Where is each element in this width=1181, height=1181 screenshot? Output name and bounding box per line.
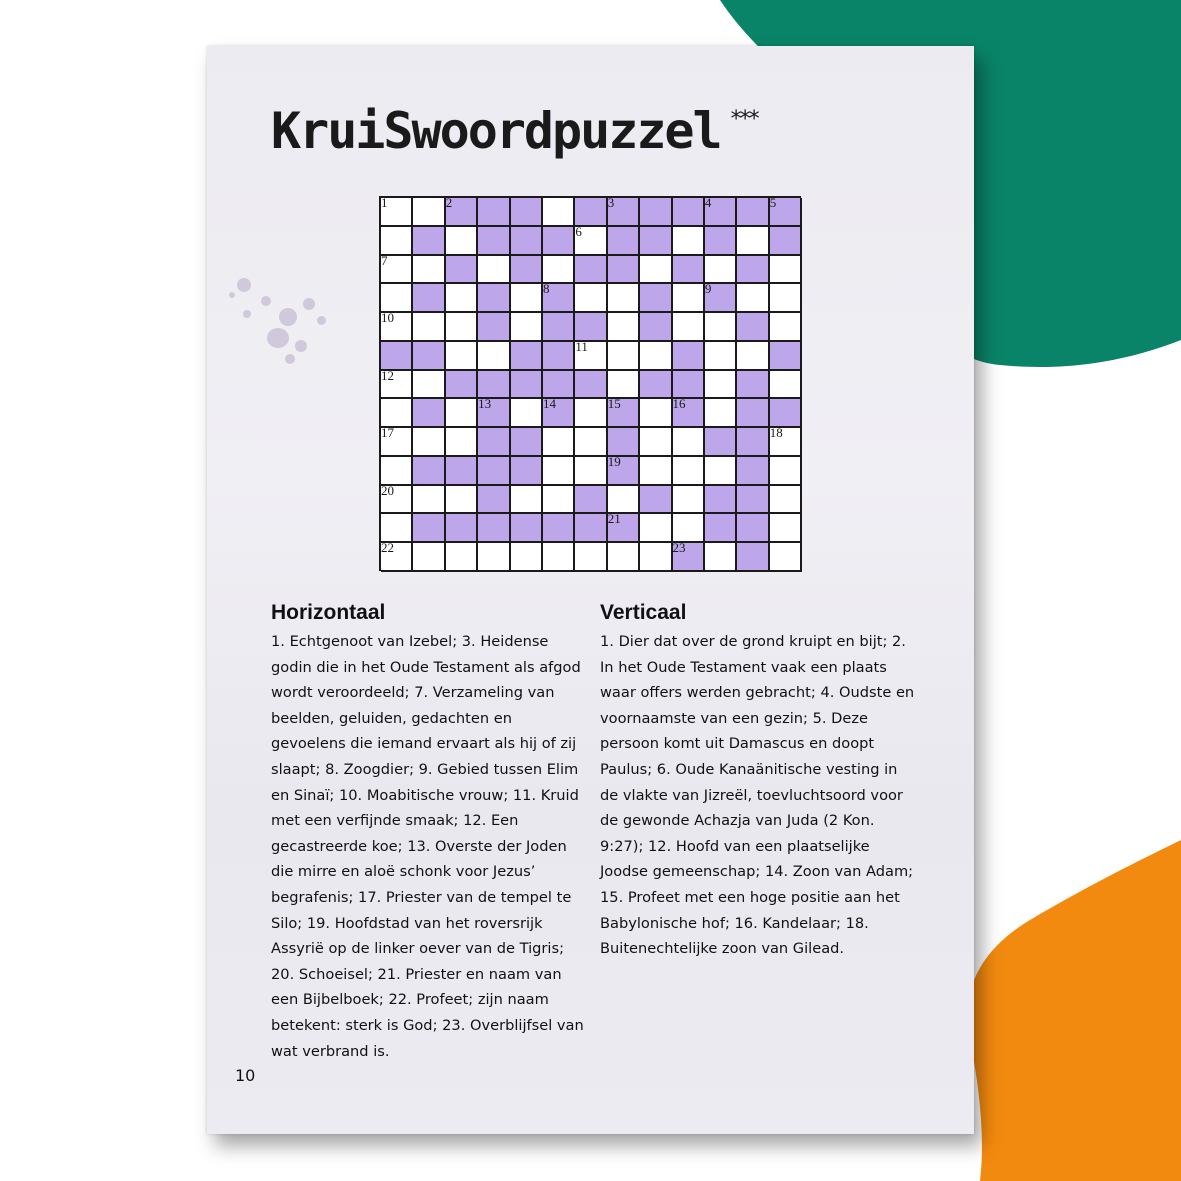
grid-block-cell [478,486,510,515]
title-text: KruiSwoordpuzzel [271,102,721,160]
grid-block-cell [575,371,607,400]
grid-block-cell [543,514,575,543]
grid-block-cell [770,227,802,256]
grid-block-cell [607,511,640,543]
across-clue-text: 1. Echtgenoot van Izebel; 3. Heidense godin die in het Oude Testament als afgod wordt veroordeeld; 7. Verzameling van beelden, geluiden, gedachten en gevoelens die iemand ervaart als hij of zij slaapt; 8. Zoogdier; 9. Gebied tussen Elim en Sinaï; 10. Moabitische vrouw; 11. Kruid met een verfijnde smaak; 12. Een gecastreerde koe; 13. Overste der Joden die mirre en aloë schonk voor Jezus’ begrafenis; 17. Priester van de tempel te Silo; 19. Hoofdstad van het roversrijk Assyrië op de linker oever van de Tigris; 20. Schoeisel; 21. Priester en naam van een Bijbelboek; 22. Profeet; zijn naam betekent: sterk is God; 23. Overblijfsel van wat verbrand is. [271,633,584,1060]
grid-block-cell [446,256,478,285]
grid-cell[interactable] [705,457,737,486]
grid-cell[interactable] [381,310,413,342]
grid-block-cell [446,514,478,543]
grid-cell[interactable] [673,227,705,256]
crossword-grid [379,196,801,571]
clue-number: 6 [575,223,582,239]
grid-block-cell [511,342,543,371]
grid-block-cell [769,195,802,227]
grid-cell[interactable] [608,371,640,400]
grid-cell[interactable] [575,457,607,486]
grid-block-cell [511,457,543,486]
grid-block-cell [446,371,478,400]
grid-cell[interactable] [770,486,802,515]
grid-block-cell [478,313,510,342]
grid-cell[interactable] [543,457,575,486]
grid-block-cell [640,486,672,515]
grid-cell[interactable] [608,342,640,371]
clue-number: 8 [542,281,550,297]
grid-cell[interactable] [673,486,705,515]
grid-block-cell [705,486,737,515]
grid-block-cell [511,256,543,285]
grid-cell[interactable] [575,223,607,256]
grid-cell[interactable] [705,399,737,428]
grid-cell[interactable] [608,543,640,572]
grid-cell[interactable] [511,399,543,428]
grid-cell[interactable] [575,543,607,572]
grid-cell[interactable] [511,284,543,313]
grid-block-cell [413,457,445,486]
grid-block-cell [478,396,510,428]
down-clues [600,601,920,962]
clue-number: 15 [607,396,621,412]
grid-block-cell [607,396,640,428]
grid-cell[interactable] [770,457,802,486]
grid-cell[interactable] [770,543,802,572]
across-heading: Horizontaal [271,601,386,624]
grid-cell[interactable] [413,428,445,457]
across-clues [271,601,591,1064]
grid-block-cell [543,342,575,371]
grid-cell[interactable] [413,313,445,342]
clue-number: 2 [445,195,453,210]
grid-block-cell [608,227,640,256]
grid-cell[interactable] [446,284,478,313]
grid-cell[interactable] [381,482,413,515]
grid-block-cell [413,399,445,428]
grid-cell[interactable] [446,399,478,428]
grid-cell[interactable] [640,256,672,285]
grid-cell[interactable] [413,256,445,285]
grid-cell[interactable] [543,256,575,285]
grid-cell[interactable] [640,457,672,486]
grid-cell[interactable] [381,252,413,285]
clue-number: 5 [769,195,777,210]
grid-cell[interactable] [381,195,413,227]
down-clue-text: 1. Dier dat over de grond kruipt en bijt; 2. In het Oude Testament vaak een plaats waar offers werden gebracht; 4. Oudste en voornaamste van een gezin; 5. Deze persoon komt uit Damascus en doopt Paulus; 6. Oude Kanaänitische vesting in de vlakte van Jizreël, toevluchtsoord voor de gewonde Achazja van Juda (2 Kon. 9:27); 12. Hoofd van een plaatselijke Joodse gemeenschap; 14. Zoon van Adam; 15. Profeet met een hoge positie aan het Babylonische hof; 16. Kandelaar; 18. Buitenechtelijke zoon van Gilead. [600,633,915,958]
grid-cell[interactable] [770,284,802,313]
grid-cell[interactable] [446,313,478,342]
grid-block-cell [737,313,769,342]
grid-block-cell [543,371,575,400]
grid-cell[interactable] [770,256,802,285]
grid-block-cell [640,284,672,313]
grid-cell[interactable] [737,284,769,313]
grid-cell[interactable] [705,313,737,342]
orange-decor-shape [940,840,1181,1181]
grid-cell[interactable] [446,227,478,256]
clue-number: 17 [381,425,394,440]
grid-cell[interactable] [381,399,413,428]
grid-cell[interactable] [769,425,802,457]
page-title [271,102,758,172]
grid-block-cell [640,227,672,256]
grid-cell[interactable] [446,543,478,572]
grid-cell[interactable] [478,342,510,371]
clue-number: 19 [607,453,621,469]
grid-cell[interactable] [478,256,510,285]
grid-cell[interactable] [543,543,575,572]
grid-cell[interactable] [575,399,607,428]
grid-cell[interactable] [673,514,705,543]
clue-number: 9 [704,281,712,297]
grid-block-cell [673,256,705,285]
grid-block-cell [672,540,705,572]
grid-block-cell [413,342,445,371]
clue-number: 21 [607,511,621,527]
grid-block-cell [640,371,672,400]
grid-block-cell [673,198,705,227]
grid-cell[interactable] [543,428,575,457]
page-number: 10 [235,1066,256,1085]
grid-cell[interactable] [575,338,607,371]
grid-block-cell [511,371,543,400]
grid-cell[interactable] [543,198,575,227]
grid-block-cell [770,399,802,428]
clue-number: 4 [704,195,712,210]
grid-cell[interactable] [770,313,802,342]
grid-cell[interactable] [575,428,607,457]
grid-block-cell [543,227,575,256]
grid-cell[interactable] [381,457,413,486]
grid-cell[interactable] [381,284,413,313]
grid-block-cell [413,514,445,543]
clue-number: 16 [672,396,686,412]
grid-cell[interactable] [543,486,575,515]
grid-cell[interactable] [381,540,413,572]
clue-number: 1 [381,195,388,210]
grid-cell[interactable] [705,543,737,572]
grid-block-cell [413,284,445,313]
grid-cell[interactable] [511,486,543,515]
clue-number: 20 [381,482,394,498]
grid-block-cell [478,198,510,227]
grid-block-cell [737,514,769,543]
grid-block-cell [445,195,478,227]
grid-block-cell [575,313,607,342]
grid-block-cell [478,457,510,486]
clue-number: 23 [672,540,686,555]
grid-cell[interactable] [478,543,510,572]
clue-number: 22 [381,540,394,555]
grid-block-cell [737,198,769,227]
grid-block-cell [705,514,737,543]
grid-block-cell [511,428,543,457]
grid-block-cell [511,514,543,543]
grid-cell[interactable] [446,428,478,457]
grid-block-cell [446,457,478,486]
grid-block-cell [575,198,607,227]
puzzle-page [207,46,974,1134]
grid-block-cell [737,428,769,457]
grid-cell[interactable] [608,284,640,313]
grid-block-cell [478,284,510,313]
grid-cell[interactable] [413,198,445,227]
grid-block-cell [575,256,607,285]
grid-cell[interactable] [673,457,705,486]
grid-cell[interactable] [673,284,705,313]
grid-block-cell [705,428,737,457]
grid-cell[interactable] [673,313,705,342]
clue-number: 18 [769,425,783,440]
grid-block-cell [673,342,705,371]
grid-block-cell [381,342,413,371]
grid-cell[interactable] [446,342,478,371]
grid-block-cell [737,486,769,515]
clue-number: 14 [542,396,556,412]
grid-block-cell [737,256,769,285]
grid-cell[interactable] [446,486,478,515]
grid-block-cell [737,399,769,428]
grid-block-cell [704,195,737,227]
down-heading: Verticaal [600,601,687,624]
grid-cell[interactable] [608,313,640,342]
grid-cell[interactable] [640,543,672,572]
grid-block-cell [608,428,640,457]
grid-block-cell [543,313,575,342]
grid-block-cell [542,281,575,313]
grid-cell[interactable] [413,371,445,400]
grid-block-cell [737,371,769,400]
grid-block-cell [705,227,737,256]
grid-cell[interactable] [770,371,802,400]
grid-cell[interactable] [381,514,413,543]
grid-block-cell [608,256,640,285]
grid-block-cell [575,514,607,543]
grid-cell[interactable] [413,486,445,515]
clue-number: 11 [575,338,588,354]
grid-block-cell [542,396,575,428]
grid-cell[interactable] [673,428,705,457]
clue-number: 3 [607,195,615,210]
grid-block-cell [478,227,510,256]
grid-cell[interactable] [413,543,445,572]
grid-cell[interactable] [608,486,640,515]
grid-cell[interactable] [640,428,672,457]
grid-cell[interactable] [381,367,413,400]
grid-block-cell [413,227,445,256]
grid-cell[interactable] [575,284,607,313]
grid-block-cell [607,453,640,486]
grid-cell[interactable] [511,543,543,572]
grid-block-cell [737,543,769,572]
grid-cell[interactable] [640,399,672,428]
grid-block-cell [511,227,543,256]
grid-block-cell [478,428,510,457]
grid-block-cell [704,281,737,313]
grid-cell[interactable] [737,342,769,371]
grid-block-cell [640,313,672,342]
grid-cell[interactable] [381,425,413,457]
clue-number: 12 [381,367,394,383]
grid-block-cell [511,198,543,227]
grid-cell[interactable] [640,514,672,543]
grid-cell[interactable] [381,227,413,256]
grid-cell[interactable] [640,342,672,371]
grid-cell[interactable] [705,371,737,400]
clue-number: 10 [381,310,394,325]
grid-block-cell [575,486,607,515]
grid-cell[interactable] [511,313,543,342]
grid-block-cell [478,514,510,543]
clue-number: 7 [381,252,388,268]
grid-cell[interactable] [705,256,737,285]
grid-block-cell [640,198,672,227]
grid-block-cell [737,457,769,486]
grid-cell[interactable] [737,227,769,256]
difficulty-stars: *** [730,107,758,132]
clue-number: 13 [478,396,492,412]
grid-block-cell [478,371,510,400]
grid-cell[interactable] [705,342,737,371]
grid-block-cell [673,371,705,400]
grid-block-cell [770,342,802,371]
grid-block-cell [607,195,640,227]
grid-cell[interactable] [770,514,802,543]
grid-block-cell [672,396,705,428]
